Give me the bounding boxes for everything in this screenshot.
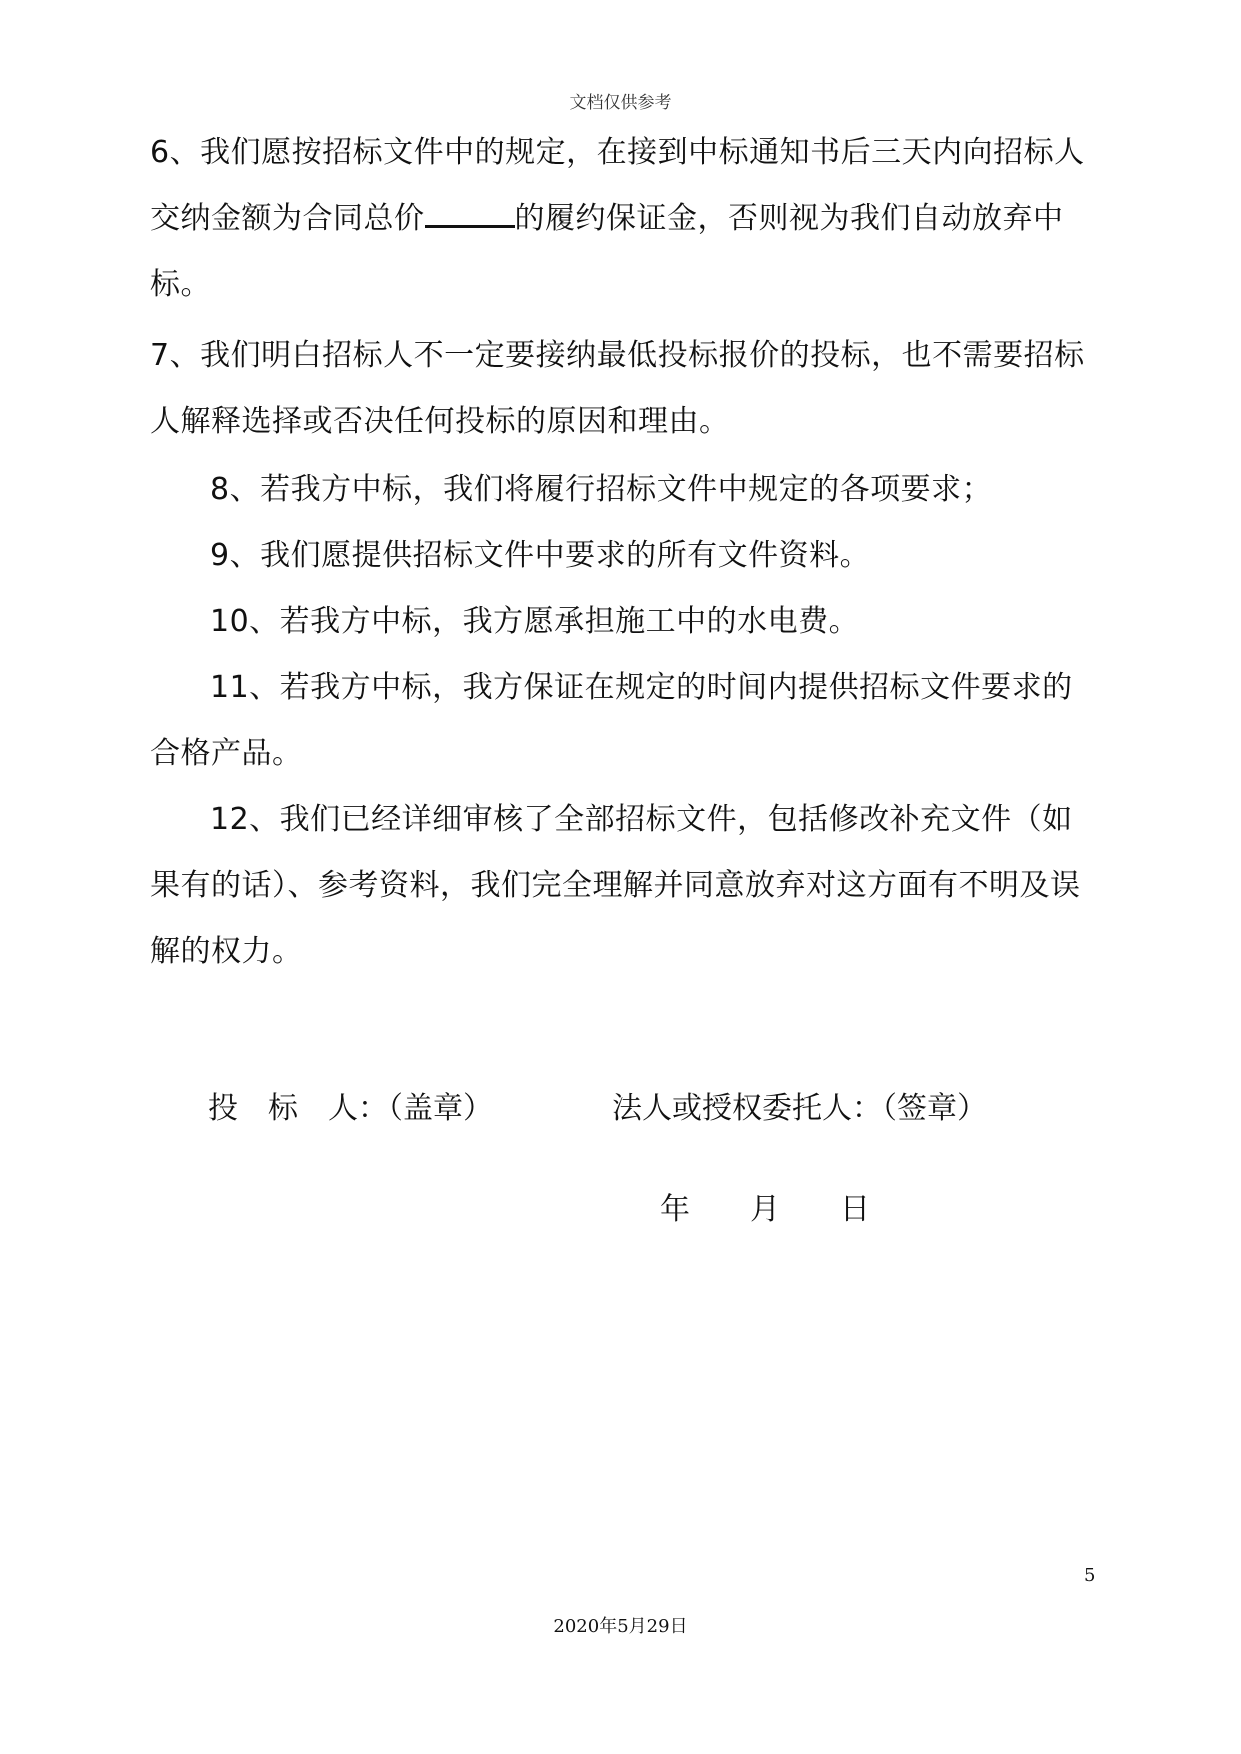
clause-10: 10、若我方中标，我方愿承担施工中的水电费。 [210,604,860,639]
clause-8: 8、若我方中标，我们将履行招标文件中规定的各项要求； [210,472,993,507]
page-number: 5 [1084,1565,1096,1586]
amount-blank [425,199,515,228]
clause-12: 12、我们已经详细审核了全部招标文件，包括修改补充文件（如果有的话）、参考资料，我们完全理解并同意放弃对这方面有不明及误解的权力。 [150,802,1081,969]
clause-11: 11、若我方中标，我方保证在规定的时间内提供招标文件要求的合格产品。 [150,670,1073,771]
clause-9: 9、我们愿提供招标文件中要求的所有文件资料。 [210,538,871,573]
representative-signature-label: 法人或授权委托人：（签章） [612,1091,987,1126]
clause-6-text-b: 的履约保证金，否则视为我们自动放弃中标。 [150,201,1064,302]
page-header: 文档仅供参考 [569,93,672,113]
bidder-seal-label: 投 标 人：（盖章） [208,1091,493,1126]
clause-7: 7、我们明白招标人不一定要接纳最低投标报价的投标，也不需要招标人解释选择或否决任何投标的原因和理由。 [150,338,1085,439]
clause-6-text-a: 6、我们愿按招标文件中的规定，在接到中标通知书后三天内向招标人交纳金额为合同总价 [150,135,1085,236]
date-line: 年 月 日 [660,1192,870,1227]
clause-6 [150,120,1100,318]
footer-date: 2020年5月29日 [553,1616,688,1637]
